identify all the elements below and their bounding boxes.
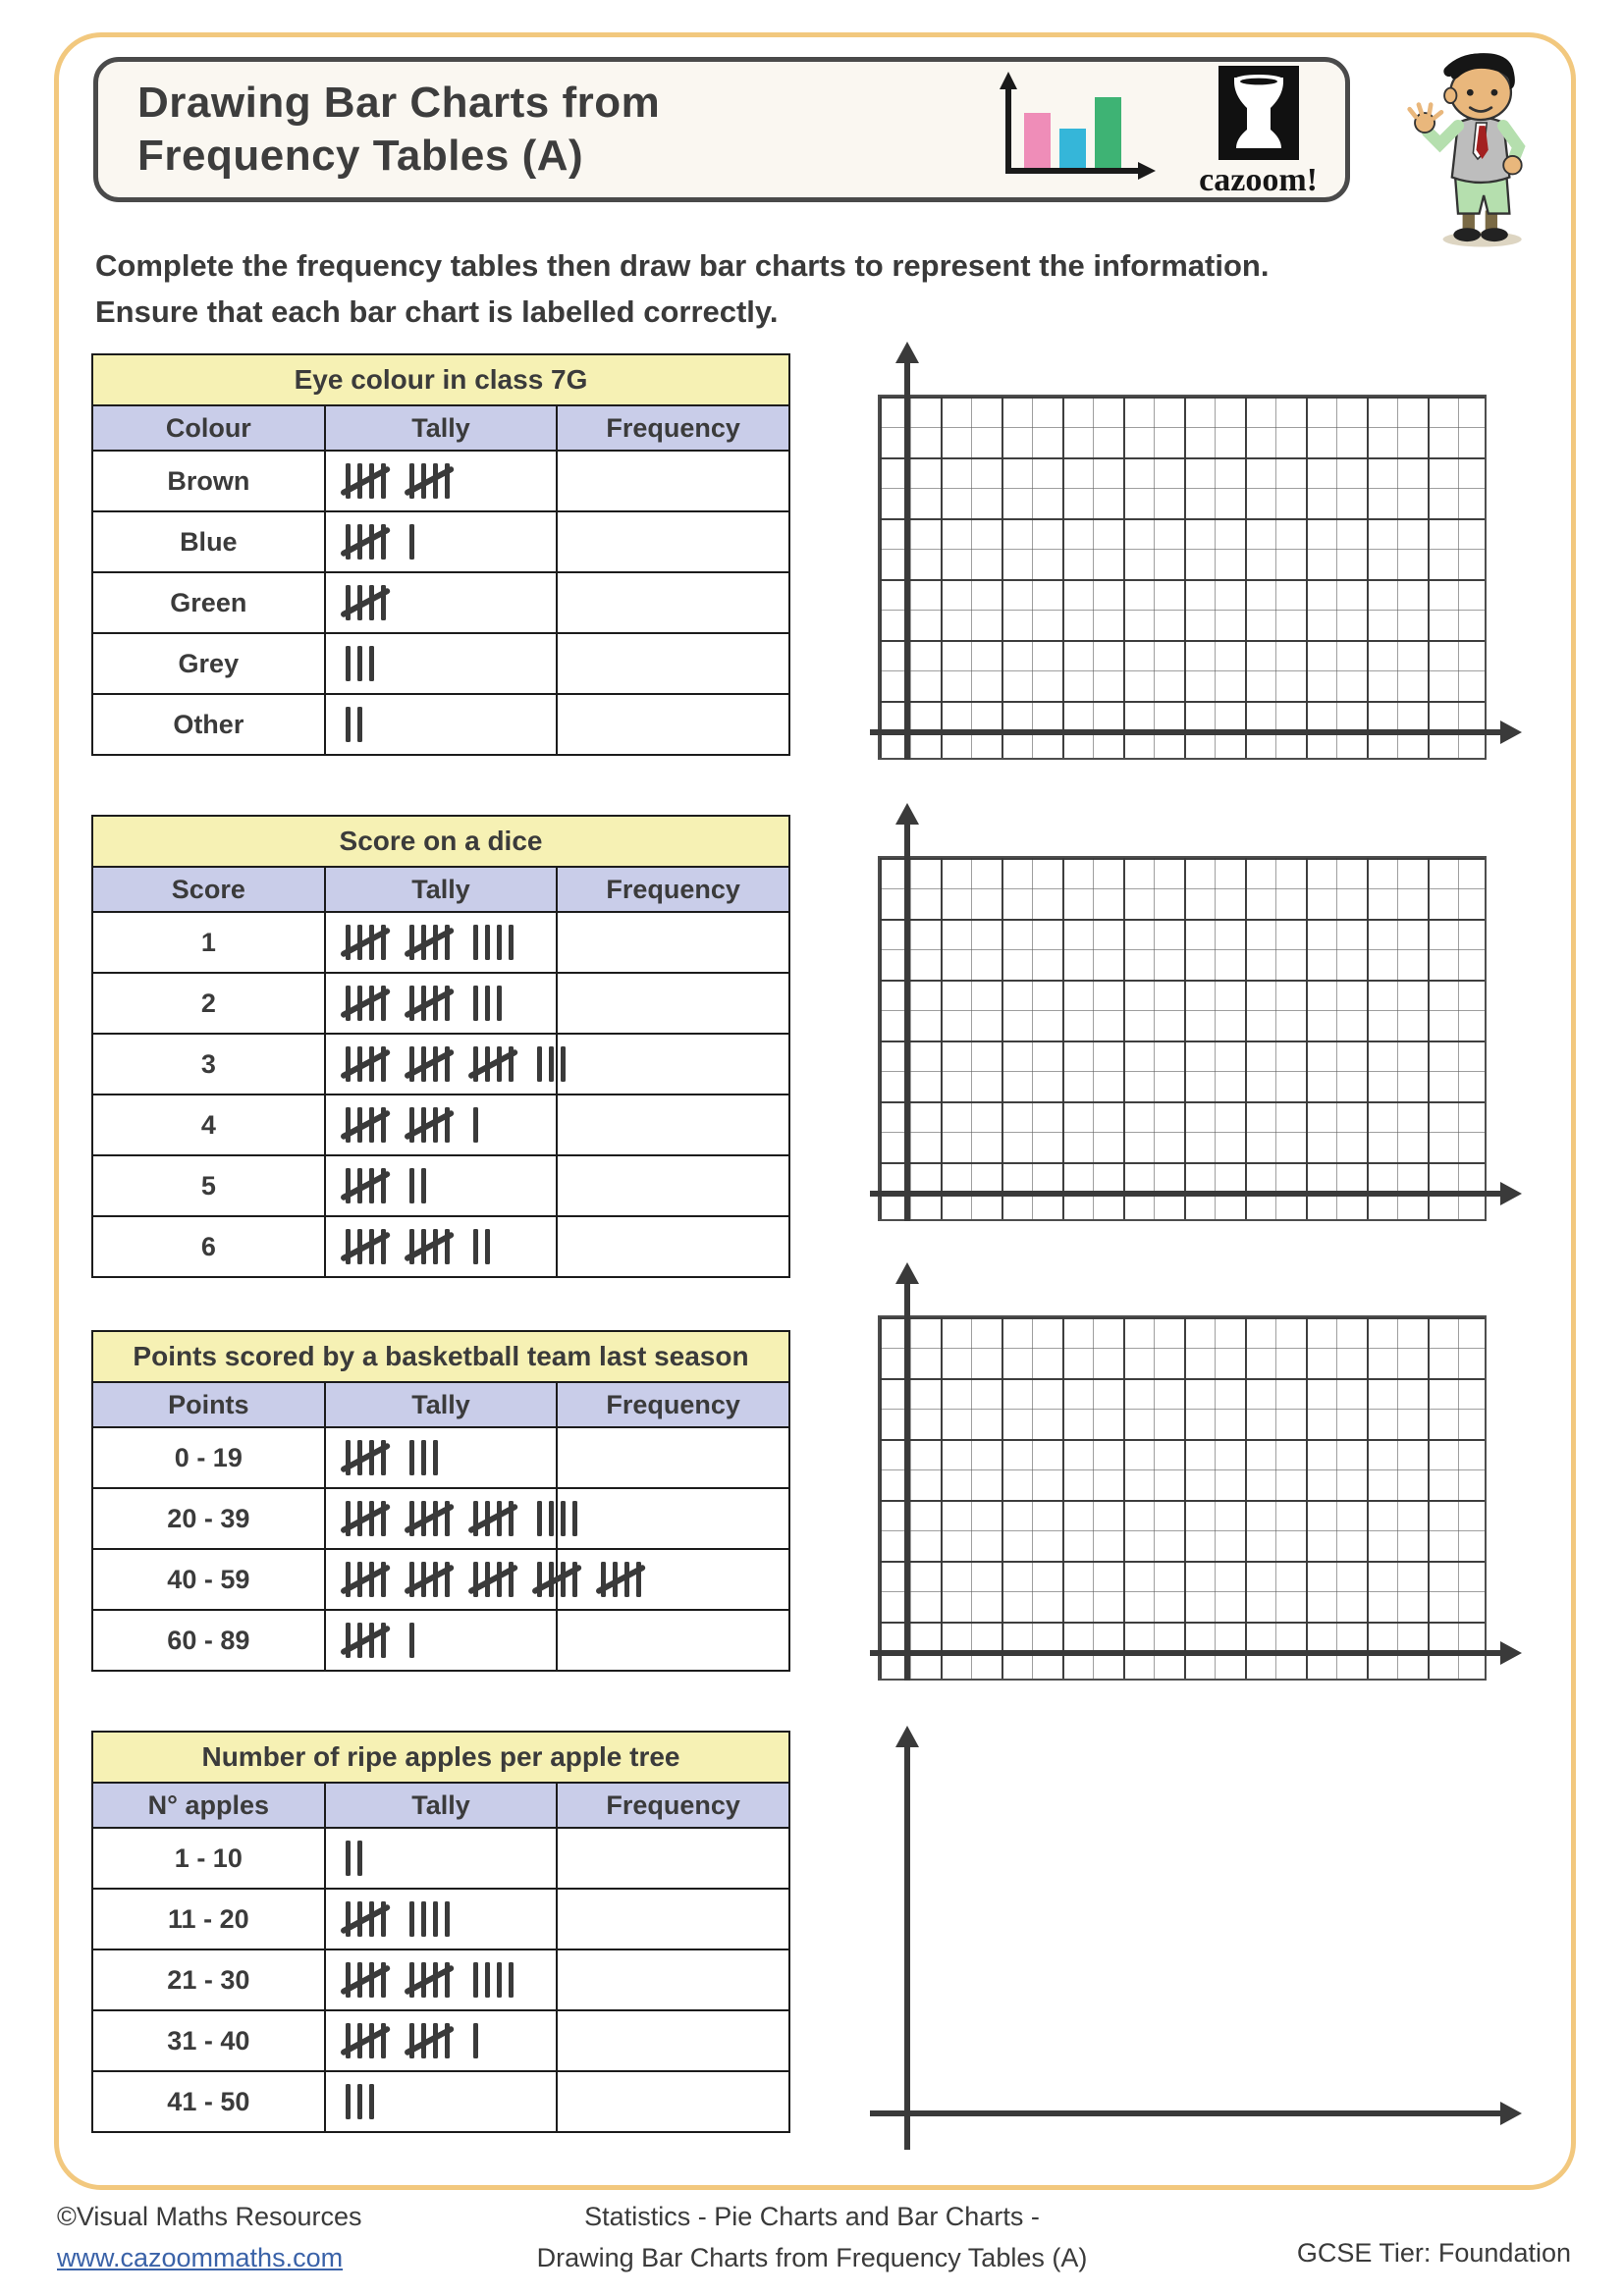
- tally-marks: [346, 646, 556, 681]
- tally-bar: [421, 1901, 426, 1937]
- y-axis: [904, 1282, 910, 1681]
- tally-marks: [346, 986, 556, 1021]
- tally-group-of-3: [346, 2084, 374, 2119]
- tally-bar: [409, 1168, 414, 1203]
- cazoom-drum-icon: [1218, 66, 1299, 160]
- column-header: Frequency: [557, 405, 789, 451]
- tally-group-of-5: [346, 1501, 393, 1536]
- frequency-cell-blank: [557, 451, 789, 511]
- row-label: 3: [92, 1034, 325, 1095]
- frequency-cell-blank: [557, 2071, 789, 2132]
- tally-bar: [421, 1168, 426, 1203]
- tally-group-of-5: [409, 2023, 457, 2058]
- y-axis: [904, 823, 910, 1221]
- frequency-cell-blank: [557, 1155, 789, 1216]
- frequency-cell-blank: [557, 2010, 789, 2071]
- tally-bar: [409, 524, 414, 560]
- frequency-cell-blank: [557, 694, 789, 755]
- tally-group-of-3: [473, 986, 502, 1021]
- tally-group-of-5: [346, 1107, 393, 1143]
- x-axis-arrow-icon: [1500, 1641, 1522, 1665]
- frequency-table-dice-score: [91, 815, 790, 1278]
- table-row: [92, 2071, 789, 2132]
- tally-bar: [409, 1623, 414, 1658]
- tally-bar: [433, 1440, 438, 1475]
- frequency-cell-blank: [557, 1427, 789, 1488]
- tally-marks: [346, 1168, 556, 1203]
- frequency-cell-blank: [557, 1095, 789, 1155]
- tally-marks: [346, 2084, 556, 2119]
- frequency-cell-blank: [557, 973, 789, 1034]
- tally-cell: [325, 1549, 558, 1610]
- tally-bar: [445, 1901, 450, 1937]
- tally-cell: [325, 1427, 558, 1488]
- tally-group-of-2: [473, 1229, 490, 1264]
- tally-marks: [346, 1623, 556, 1658]
- tally-group-of-5: [409, 1046, 457, 1082]
- table-row: [92, 1427, 789, 1488]
- tally-bar: [485, 925, 490, 960]
- tally-cell: [325, 1610, 558, 1671]
- tally-cell: [325, 1155, 558, 1216]
- tally-cell: [325, 1949, 558, 2010]
- row-label: 20 - 39: [92, 1488, 325, 1549]
- cazoom-logo: [1199, 66, 1318, 199]
- tally-group-of-1: [473, 1107, 478, 1143]
- column-header: Tally: [325, 867, 558, 912]
- tally-group-of-5: [409, 986, 457, 1021]
- row-label: 1: [92, 912, 325, 973]
- tally-cell: [325, 633, 558, 694]
- y-axis: [904, 361, 910, 760]
- row-label: Grey: [92, 633, 325, 694]
- frequency-cell-blank: [557, 1216, 789, 1277]
- tally-group-of-5: [346, 1046, 393, 1082]
- tally-bar: [473, 1107, 478, 1143]
- tally-bar: [409, 1901, 414, 1937]
- tally-marks: [346, 1562, 556, 1597]
- tally-bar: [369, 646, 374, 681]
- table-row: [92, 1034, 789, 1095]
- tally-marks: [346, 2023, 556, 2058]
- tally-marks: [346, 925, 556, 960]
- row-label: 4: [92, 1095, 325, 1155]
- tally-bar: [473, 986, 478, 1021]
- tally-bar: [346, 2084, 351, 2119]
- tally-group-of-4: [473, 1962, 514, 1998]
- x-axis: [870, 729, 1502, 735]
- tally-bar: [549, 1501, 554, 1536]
- page-title: [137, 77, 660, 182]
- tally-group-of-5: [601, 1562, 648, 1597]
- tally-group-of-5: [409, 1562, 457, 1597]
- column-header: Frequency: [557, 867, 789, 912]
- gcse-tier-label: GCSE Tier: Foundation: [1296, 2238, 1571, 2268]
- tally-cell: [325, 2010, 558, 2071]
- tally-group-of-5: [346, 1962, 393, 1998]
- tally-marks: [346, 463, 556, 499]
- instructions: [95, 243, 1489, 335]
- tally-marks: [346, 707, 556, 742]
- table-row: [92, 1828, 789, 1889]
- table-title: Eye colour in class 7G: [92, 354, 789, 405]
- table-row: [92, 1095, 789, 1155]
- row-label: 31 - 40: [92, 2010, 325, 2071]
- tally-group-of-2: [409, 1168, 426, 1203]
- row-label: 0 - 19: [92, 1427, 325, 1488]
- tally-group-of-5: [473, 1046, 520, 1082]
- tally-marks: [346, 1501, 556, 1536]
- frequency-cell-blank: [557, 1949, 789, 2010]
- x-axis: [870, 1650, 1502, 1656]
- y-axis-arrow-icon: [895, 1726, 919, 1747]
- frequency-cell-blank: [557, 1828, 789, 1889]
- tally-cell: [325, 1034, 558, 1095]
- column-header: Tally: [325, 405, 558, 451]
- tally-bar: [346, 1841, 351, 1876]
- table-row: [92, 912, 789, 973]
- tally-cell: [325, 2071, 558, 2132]
- tally-cell: [325, 572, 558, 633]
- table-row: [92, 1610, 789, 1671]
- row-label: Other: [92, 694, 325, 755]
- y-axis-arrow-icon: [895, 1262, 919, 1284]
- table-title: Points scored by a basketball team last season: [92, 1331, 789, 1382]
- chart-grid: [878, 1315, 1487, 1681]
- column-header: Tally: [325, 1783, 558, 1828]
- page-title-line2: Frequency Tables (A): [137, 132, 584, 180]
- row-label: 5: [92, 1155, 325, 1216]
- tally-group-of-4: [537, 1501, 577, 1536]
- tally-cell: [325, 451, 558, 511]
- table-row: [92, 2010, 789, 2071]
- tally-group-of-5: [409, 1107, 457, 1143]
- tally-bar: [497, 925, 502, 960]
- row-label: 60 - 89: [92, 1610, 325, 1671]
- x-axis: [870, 1191, 1502, 1197]
- tally-group-of-5: [473, 1501, 520, 1536]
- column-header: Score: [92, 867, 325, 912]
- x-axis-arrow-icon: [1500, 1182, 1522, 1205]
- table-row: [92, 694, 789, 755]
- column-header: Frequency: [557, 1382, 789, 1427]
- x-axis-arrow-icon: [1500, 721, 1522, 744]
- y-axis: [904, 1745, 910, 2150]
- tally-group-of-2: [346, 1841, 362, 1876]
- tally-bar: [509, 925, 514, 960]
- tally-group-of-2: [346, 707, 362, 742]
- instructions-line1: Complete the frequency tables then draw bar charts to represent the information.: [95, 248, 1270, 283]
- table-row: [92, 1549, 789, 1610]
- column-header: N° apples: [92, 1783, 325, 1828]
- tally-bar: [433, 1901, 438, 1937]
- table-row: [92, 1949, 789, 2010]
- tally-marks: [346, 1229, 556, 1264]
- tally-group-of-5: [537, 1562, 584, 1597]
- tally-group-of-4: [409, 1901, 450, 1937]
- row-label: 21 - 30: [92, 1949, 325, 2010]
- tally-group-of-5: [346, 1440, 393, 1475]
- frequency-cell-blank: [557, 572, 789, 633]
- tally-group-of-5: [346, 463, 393, 499]
- copyright-text: ©Visual Maths Resources: [57, 2202, 362, 2231]
- tally-bar: [561, 1046, 566, 1082]
- tally-bar: [497, 986, 502, 1021]
- footer-topic-line1: Statistics - Pie Charts and Bar Charts -: [584, 2202, 1040, 2231]
- tally-marks: [346, 1901, 556, 1937]
- tally-group-of-3: [346, 646, 374, 681]
- tally-bar: [357, 707, 362, 742]
- row-label: 41 - 50: [92, 2071, 325, 2132]
- column-header: Frequency: [557, 1783, 789, 1828]
- tally-bar: [485, 986, 490, 1021]
- tally-group-of-5: [346, 585, 393, 620]
- row-label: 11 - 20: [92, 1889, 325, 1949]
- tally-group-of-5: [346, 1168, 393, 1203]
- tally-group-of-5: [346, 986, 393, 1021]
- tally-marks: [346, 1841, 556, 1876]
- frequency-table-eye-colour: [91, 353, 790, 756]
- row-label: 2: [92, 973, 325, 1034]
- table-title: Score on a dice: [92, 816, 789, 867]
- tally-group-of-5: [346, 2023, 393, 2058]
- tally-group-of-5: [346, 1623, 393, 1658]
- tally-group-of-3: [409, 1440, 438, 1475]
- tally-bar: [509, 1962, 514, 1998]
- row-label: 1 - 10: [92, 1828, 325, 1889]
- tally-cell: [325, 1889, 558, 1949]
- y-axis-arrow-icon: [895, 342, 919, 363]
- tally-marks: [346, 1046, 556, 1082]
- chart-grid: [878, 395, 1487, 760]
- cazoom-logo-text: cazoom!: [1199, 162, 1318, 198]
- tally-bar: [485, 1229, 490, 1264]
- table-row: [92, 973, 789, 1034]
- tally-cell: [325, 511, 558, 572]
- tally-group-of-5: [346, 1562, 393, 1597]
- frequency-cell-blank: [557, 1034, 789, 1095]
- frequency-cell-blank: [557, 1488, 789, 1549]
- bar-chart-icon: [987, 70, 1173, 190]
- tally-group-of-1: [409, 1623, 414, 1658]
- table-title: Number of ripe apples per apple tree: [92, 1732, 789, 1783]
- tally-bar: [473, 2023, 478, 2058]
- tally-marks: [346, 524, 556, 560]
- x-axis-arrow-icon: [1500, 2102, 1522, 2125]
- column-header: Points: [92, 1382, 325, 1427]
- tally-cell: [325, 1216, 558, 1277]
- tally-group-of-1: [409, 524, 414, 560]
- tally-group-of-4: [473, 925, 514, 960]
- frequency-cell-blank: [557, 633, 789, 694]
- frequency-cell-blank: [557, 1549, 789, 1610]
- tally-group-of-5: [346, 1901, 393, 1937]
- tally-group-of-5: [409, 1962, 457, 1998]
- frequency-table-ripe-apples: [91, 1731, 790, 2133]
- tally-marks: [346, 1107, 556, 1143]
- tally-bar: [561, 1501, 566, 1536]
- tally-group-of-5: [409, 925, 457, 960]
- tally-group-of-3: [537, 1046, 566, 1082]
- column-header: Colour: [92, 405, 325, 451]
- tally-bar: [473, 925, 478, 960]
- tally-group-of-5: [346, 1229, 393, 1264]
- footer-topic-line2: Drawing Bar Charts from Frequency Tables (A): [536, 2242, 1088, 2272]
- tally-bar: [421, 1440, 426, 1475]
- tally-group-of-5: [409, 463, 457, 499]
- table-row: [92, 1889, 789, 1949]
- tally-group-of-5: [473, 1562, 520, 1597]
- tally-cell: [325, 694, 558, 755]
- table-row: [92, 1488, 789, 1549]
- tally-bar: [357, 646, 362, 681]
- table-row: [92, 451, 789, 511]
- tally-bar: [357, 1841, 362, 1876]
- header: [93, 57, 1350, 202]
- tally-group-of-5: [409, 1501, 457, 1536]
- tally-bar: [473, 1962, 478, 1998]
- row-label: Green: [92, 572, 325, 633]
- tally-bar: [549, 1046, 554, 1082]
- page-title-line1: Drawing Bar Charts from: [137, 79, 661, 128]
- table-row: [92, 572, 789, 633]
- tally-group-of-1: [473, 2023, 478, 2058]
- table-row: [92, 1216, 789, 1277]
- tally-group-of-5: [409, 1229, 457, 1264]
- tally-cell: [325, 973, 558, 1034]
- tally-bar: [346, 707, 351, 742]
- tally-group-of-5: [346, 524, 393, 560]
- x-axis: [870, 2110, 1502, 2116]
- frequency-cell-blank: [557, 1889, 789, 1949]
- row-label: 40 - 59: [92, 1549, 325, 1610]
- tally-cell: [325, 912, 558, 973]
- tally-bar: [537, 1501, 542, 1536]
- frequency-cell-blank: [557, 511, 789, 572]
- tally-marks: [346, 1440, 556, 1475]
- column-header: Tally: [325, 1382, 558, 1427]
- tally-cell: [325, 1488, 558, 1549]
- table-row: [92, 1155, 789, 1216]
- tally-bar: [346, 646, 351, 681]
- tally-bar: [409, 1440, 414, 1475]
- tally-bar: [369, 2084, 374, 2119]
- tally-marks: [346, 585, 556, 620]
- row-label: Blue: [92, 511, 325, 572]
- table-row: [92, 511, 789, 572]
- tally-bar: [485, 1962, 490, 1998]
- tally-bar: [572, 1501, 577, 1536]
- cazoom-website-link[interactable]: www.cazoommaths.com: [57, 2242, 344, 2272]
- frequency-table-basketball-points: [91, 1330, 790, 1672]
- tally-bar: [473, 1229, 478, 1264]
- frequency-cell-blank: [557, 912, 789, 973]
- tally-marks: [346, 1962, 556, 1998]
- instructions-line2: Ensure that each bar chart is labelled correctly.: [95, 294, 779, 329]
- tally-bar: [497, 1962, 502, 1998]
- tally-bar: [537, 1046, 542, 1082]
- chart-grid: [878, 856, 1487, 1221]
- frequency-cell-blank: [557, 1610, 789, 1671]
- tally-bar: [357, 2084, 362, 2119]
- tally-cell: [325, 1095, 558, 1155]
- boy-character-illustration: [1394, 47, 1561, 253]
- table-row: [92, 633, 789, 694]
- tally-group-of-5: [346, 925, 393, 960]
- row-label: Brown: [92, 451, 325, 511]
- y-axis-arrow-icon: [895, 803, 919, 825]
- tally-cell: [325, 1828, 558, 1889]
- row-label: 6: [92, 1216, 325, 1277]
